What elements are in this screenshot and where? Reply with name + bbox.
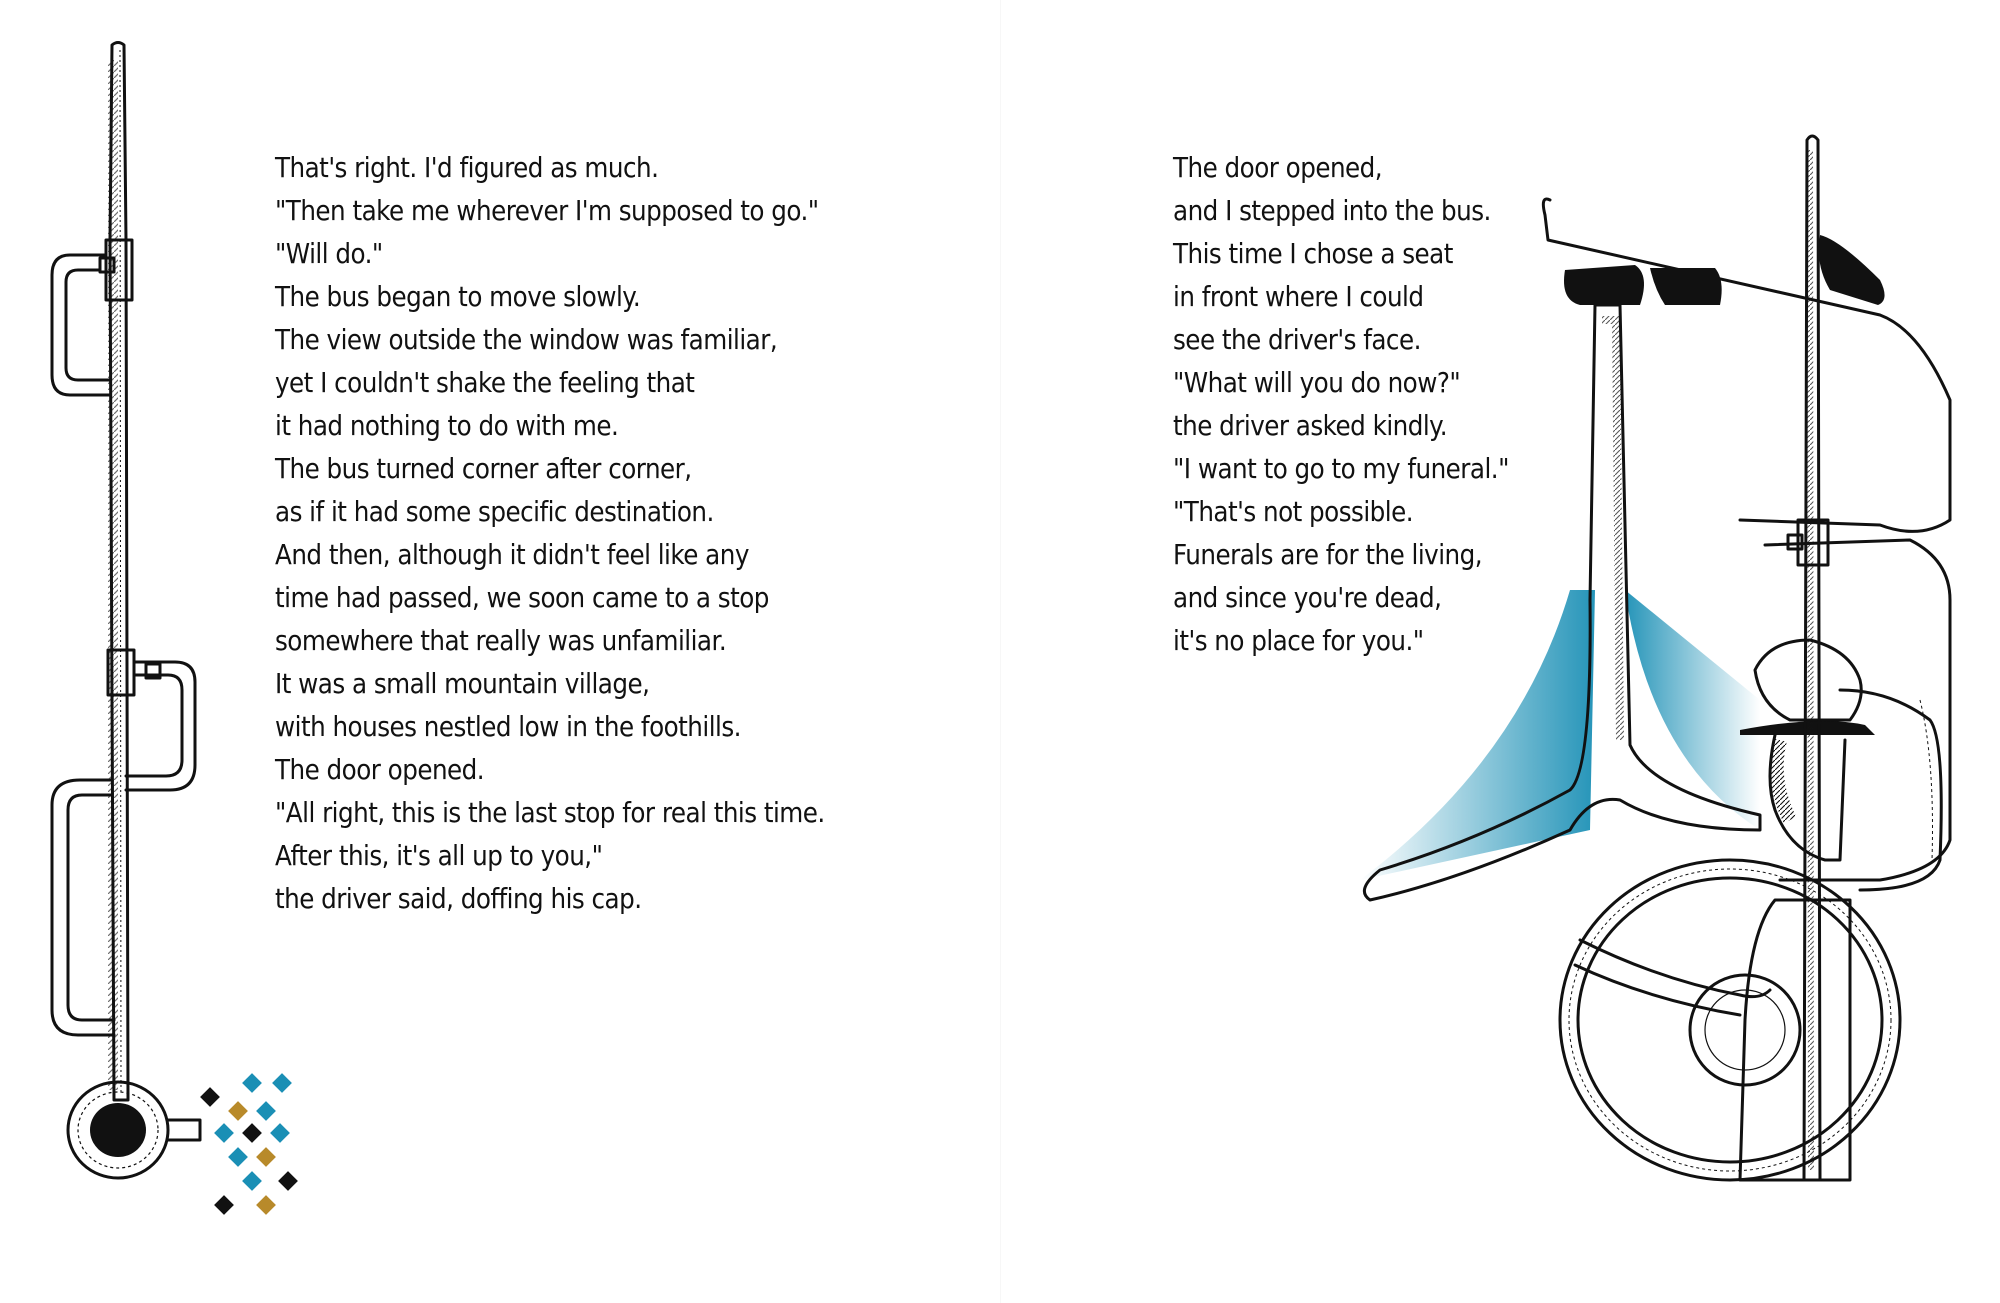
text-line: And then, although it didn't feel like any bbox=[275, 538, 749, 571]
text-line: "What will you do now?" bbox=[1173, 366, 1461, 399]
text-line: as if it had some specific destination. bbox=[275, 495, 714, 528]
text-line: with houses nestled low in the foothills. bbox=[275, 710, 741, 743]
text-line: "Then take me wherever I'm supposed to go." bbox=[275, 194, 819, 227]
text-line: time had passed, we soon came to a stop bbox=[275, 581, 769, 614]
text-line: The bus began to move slowly. bbox=[275, 280, 641, 313]
text-line: It was a small mountain village, bbox=[275, 667, 650, 700]
text-line: That's right. I'd figured as much. bbox=[275, 151, 659, 184]
page-gutter bbox=[1000, 0, 1001, 1303]
text-line: and I stepped into the bus. bbox=[1173, 194, 1491, 227]
text-line: The door opened. bbox=[275, 753, 485, 786]
text-line: the driver said, doffing his cap. bbox=[275, 882, 642, 915]
text-line: it had nothing to do with me. bbox=[275, 409, 619, 442]
text-line: The door opened, bbox=[1173, 151, 1383, 184]
text-line: The bus turned corner after corner, bbox=[275, 452, 692, 485]
text-line: This time I chose a seat bbox=[1173, 237, 1453, 270]
text-line: somewhere that really was unfamiliar. bbox=[275, 624, 727, 657]
text-line: and since you're dead, bbox=[1173, 581, 1442, 614]
text-line: "All right, this is the last stop for real this time. bbox=[275, 796, 825, 829]
text-line: the driver asked kindly. bbox=[1173, 409, 1448, 442]
text-line: "Will do." bbox=[275, 237, 383, 270]
bus-driver-at-wheel-illustration bbox=[1320, 0, 1960, 1303]
left-page-text bbox=[275, 146, 825, 920]
text-line: "I want to go to my funeral." bbox=[1173, 452, 1509, 485]
text-line: After this, it's all up to you," bbox=[275, 839, 603, 872]
text-line: Funerals are for the living, bbox=[1173, 538, 1483, 571]
text-line: see the driver's face. bbox=[1173, 323, 1421, 356]
text-line: yet I couldn't shake the feeling that bbox=[275, 366, 695, 399]
text-line: it's no place for you." bbox=[1173, 624, 1424, 657]
text-line: in front where I could bbox=[1173, 280, 1424, 313]
text-line: The view outside the window was familiar, bbox=[275, 323, 778, 356]
text-line: "That's not possible. bbox=[1173, 495, 1414, 528]
diamond-pattern-decoration bbox=[195, 1070, 315, 1230]
